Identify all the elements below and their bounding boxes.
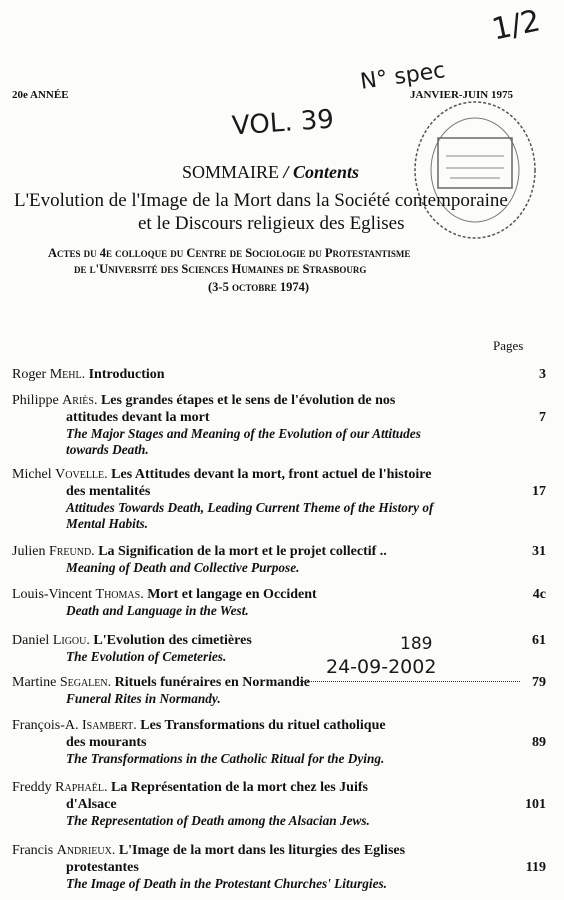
article-title-en: The Major Stages and Meaning of the Evolution of our Attitudes — [66, 426, 421, 441]
author-last-name: Ligou. — [52, 633, 90, 648]
stamp-date: 24-09-2002 — [326, 656, 437, 678]
handwritten-special: N° spec — [358, 58, 447, 95]
article-title-fr-continued: attitudes devant la mort — [66, 410, 210, 425]
article-title-en: The Transformations in the Catholic Ritual for the Dying. — [66, 751, 385, 766]
article-title-fr-continued: d'Alsace — [66, 797, 117, 812]
page-number: 61 — [532, 633, 546, 648]
toc-entry-line — [12, 842, 546, 859]
author-last-name: Andrieux. — [56, 843, 116, 858]
toc-entry — [12, 392, 546, 458]
toc-entry-line — [12, 366, 546, 383]
page-number: 3 — [539, 367, 546, 382]
toc-entry-line — [12, 392, 546, 409]
author-first-name: François-A. — [12, 718, 79, 733]
handwritten-fraction: 1/2 — [488, 3, 544, 48]
toc-entry-line — [12, 674, 546, 691]
author-last-name: Ariès. — [62, 393, 98, 408]
author-first-name: Michel — [12, 467, 52, 482]
article-title-fr: La Signification de la mort et le projet collectif .. — [98, 544, 387, 559]
page-number: 119 — [525, 860, 546, 875]
issue-date: JANVIER-JUIN 1975 — [410, 89, 513, 101]
author-last-name: Mehl. — [49, 367, 86, 382]
author-last-name: Vovelle. — [55, 467, 108, 482]
year-label: 20e ANNÉE — [12, 89, 69, 101]
article-title-fr: Mort et langage en Occident — [147, 587, 317, 602]
author-first-name: Roger — [12, 367, 47, 382]
pages-label: Pages — [493, 338, 524, 353]
toc-entry — [12, 842, 546, 892]
toc-entry-line — [12, 466, 546, 483]
article-title-en: Attitudes Towards Death, Leading Current Theme of the History of — [66, 500, 434, 515]
article-title-en: Meaning of Death and Collective Purpose. — [66, 560, 300, 575]
article-title-en-continued: Mental Habits. — [66, 516, 149, 531]
article-title-fr-continued: protestantes — [66, 860, 139, 875]
page-number: 4c — [532, 587, 546, 602]
author-last-name: Raphaël. — [55, 780, 108, 795]
sommaire-heading — [182, 162, 359, 183]
author-first-name: Freddy — [12, 780, 52, 795]
article-title-fr: L'Image de la mort dans les liturgies des Eglises — [118, 843, 406, 858]
article-title-fr: Rituels funéraires en Normandie — [114, 675, 310, 690]
toc-entry — [12, 717, 546, 767]
stamp-dotted-line — [300, 681, 520, 682]
article-title-fr-continued: des mourants — [66, 735, 147, 750]
toc-entry-line — [12, 543, 546, 560]
sommaire-label: SOMMAIRE — [182, 162, 280, 182]
page-number: 31 — [532, 544, 546, 559]
toc-entry-line — [12, 586, 546, 603]
author-last-name: Isambert. — [82, 718, 137, 733]
article-title-en: The Representation of Death among the Alsacian Jews. — [66, 813, 370, 828]
page-number: 101 — [525, 797, 546, 812]
handwritten-volume: VOL. 39 — [231, 104, 335, 142]
toc-entry-line — [12, 779, 546, 796]
author-last-name: Freund. — [48, 544, 95, 559]
subtitle-line2: de l'Université des Sciences Humaines de Strasbourg — [74, 262, 367, 276]
article-title-fr-continued: des mentalités — [66, 484, 151, 499]
article-title-en: The Evolution of Cemeteries. — [66, 649, 227, 664]
author-first-name: Martine — [12, 675, 57, 690]
article-title-fr: Introduction — [88, 367, 165, 382]
page-number: 89 — [532, 735, 546, 750]
article-title-fr: L'Evolution des cimetières — [93, 633, 252, 648]
article-title-fr: Les grandes étapes et le sens de l'évolution de nos — [100, 393, 396, 408]
toc-entry — [12, 586, 546, 619]
page-number: 79 — [532, 675, 546, 690]
stamp-number: 189 — [400, 634, 433, 654]
main-title-line2: et le Discours religieux des Eglises — [138, 213, 405, 234]
library-seal-icon — [410, 98, 540, 246]
article-title-en: Death and Language in the West. — [66, 603, 249, 618]
toc-entry — [12, 543, 546, 576]
article-title-en-continued: towards Death. — [66, 442, 149, 457]
page-number: 7 — [539, 410, 546, 425]
subtitle-line3: (3-5 octobre 1974) — [208, 280, 310, 294]
article-title-fr: Les Attitudes devant la mort, front actuel de l'histoire — [111, 467, 432, 482]
author-last-name: Thomas. — [95, 587, 144, 602]
contents-label: / Contents — [283, 162, 360, 182]
toc-entry — [12, 632, 546, 665]
toc-entry — [12, 366, 546, 383]
article-title-fr: Les Transformations du rituel catholique — [140, 718, 386, 733]
article-title-fr: La Représentation de la mort chez les Juifs — [110, 780, 368, 795]
toc-entry-line — [12, 717, 546, 734]
page-number: 17 — [532, 484, 546, 499]
main-title-line1: L'Evolution de l'Image de la Mort dans la Société contemporaine — [14, 190, 508, 211]
author-last-name: Segalen. — [59, 675, 112, 690]
toc-entry — [12, 674, 546, 707]
toc-entry — [12, 466, 546, 532]
author-first-name: Daniel — [12, 633, 50, 648]
author-first-name: Louis-Vincent — [12, 587, 93, 602]
author-first-name: Philippe — [12, 393, 59, 408]
toc-entry-line — [12, 632, 546, 649]
subtitle-line1: Actes du 4e colloque du Centre de Sociologie du Protestantisme — [48, 246, 411, 260]
toc-entry — [12, 779, 546, 829]
article-title-en: Funeral Rites in Normandy. — [66, 691, 221, 706]
author-first-name: Julien — [12, 544, 46, 559]
article-title-en: The Image of Death in the Protestant Churches' Liturgies. — [66, 876, 388, 891]
author-first-name: Francis — [12, 843, 54, 858]
